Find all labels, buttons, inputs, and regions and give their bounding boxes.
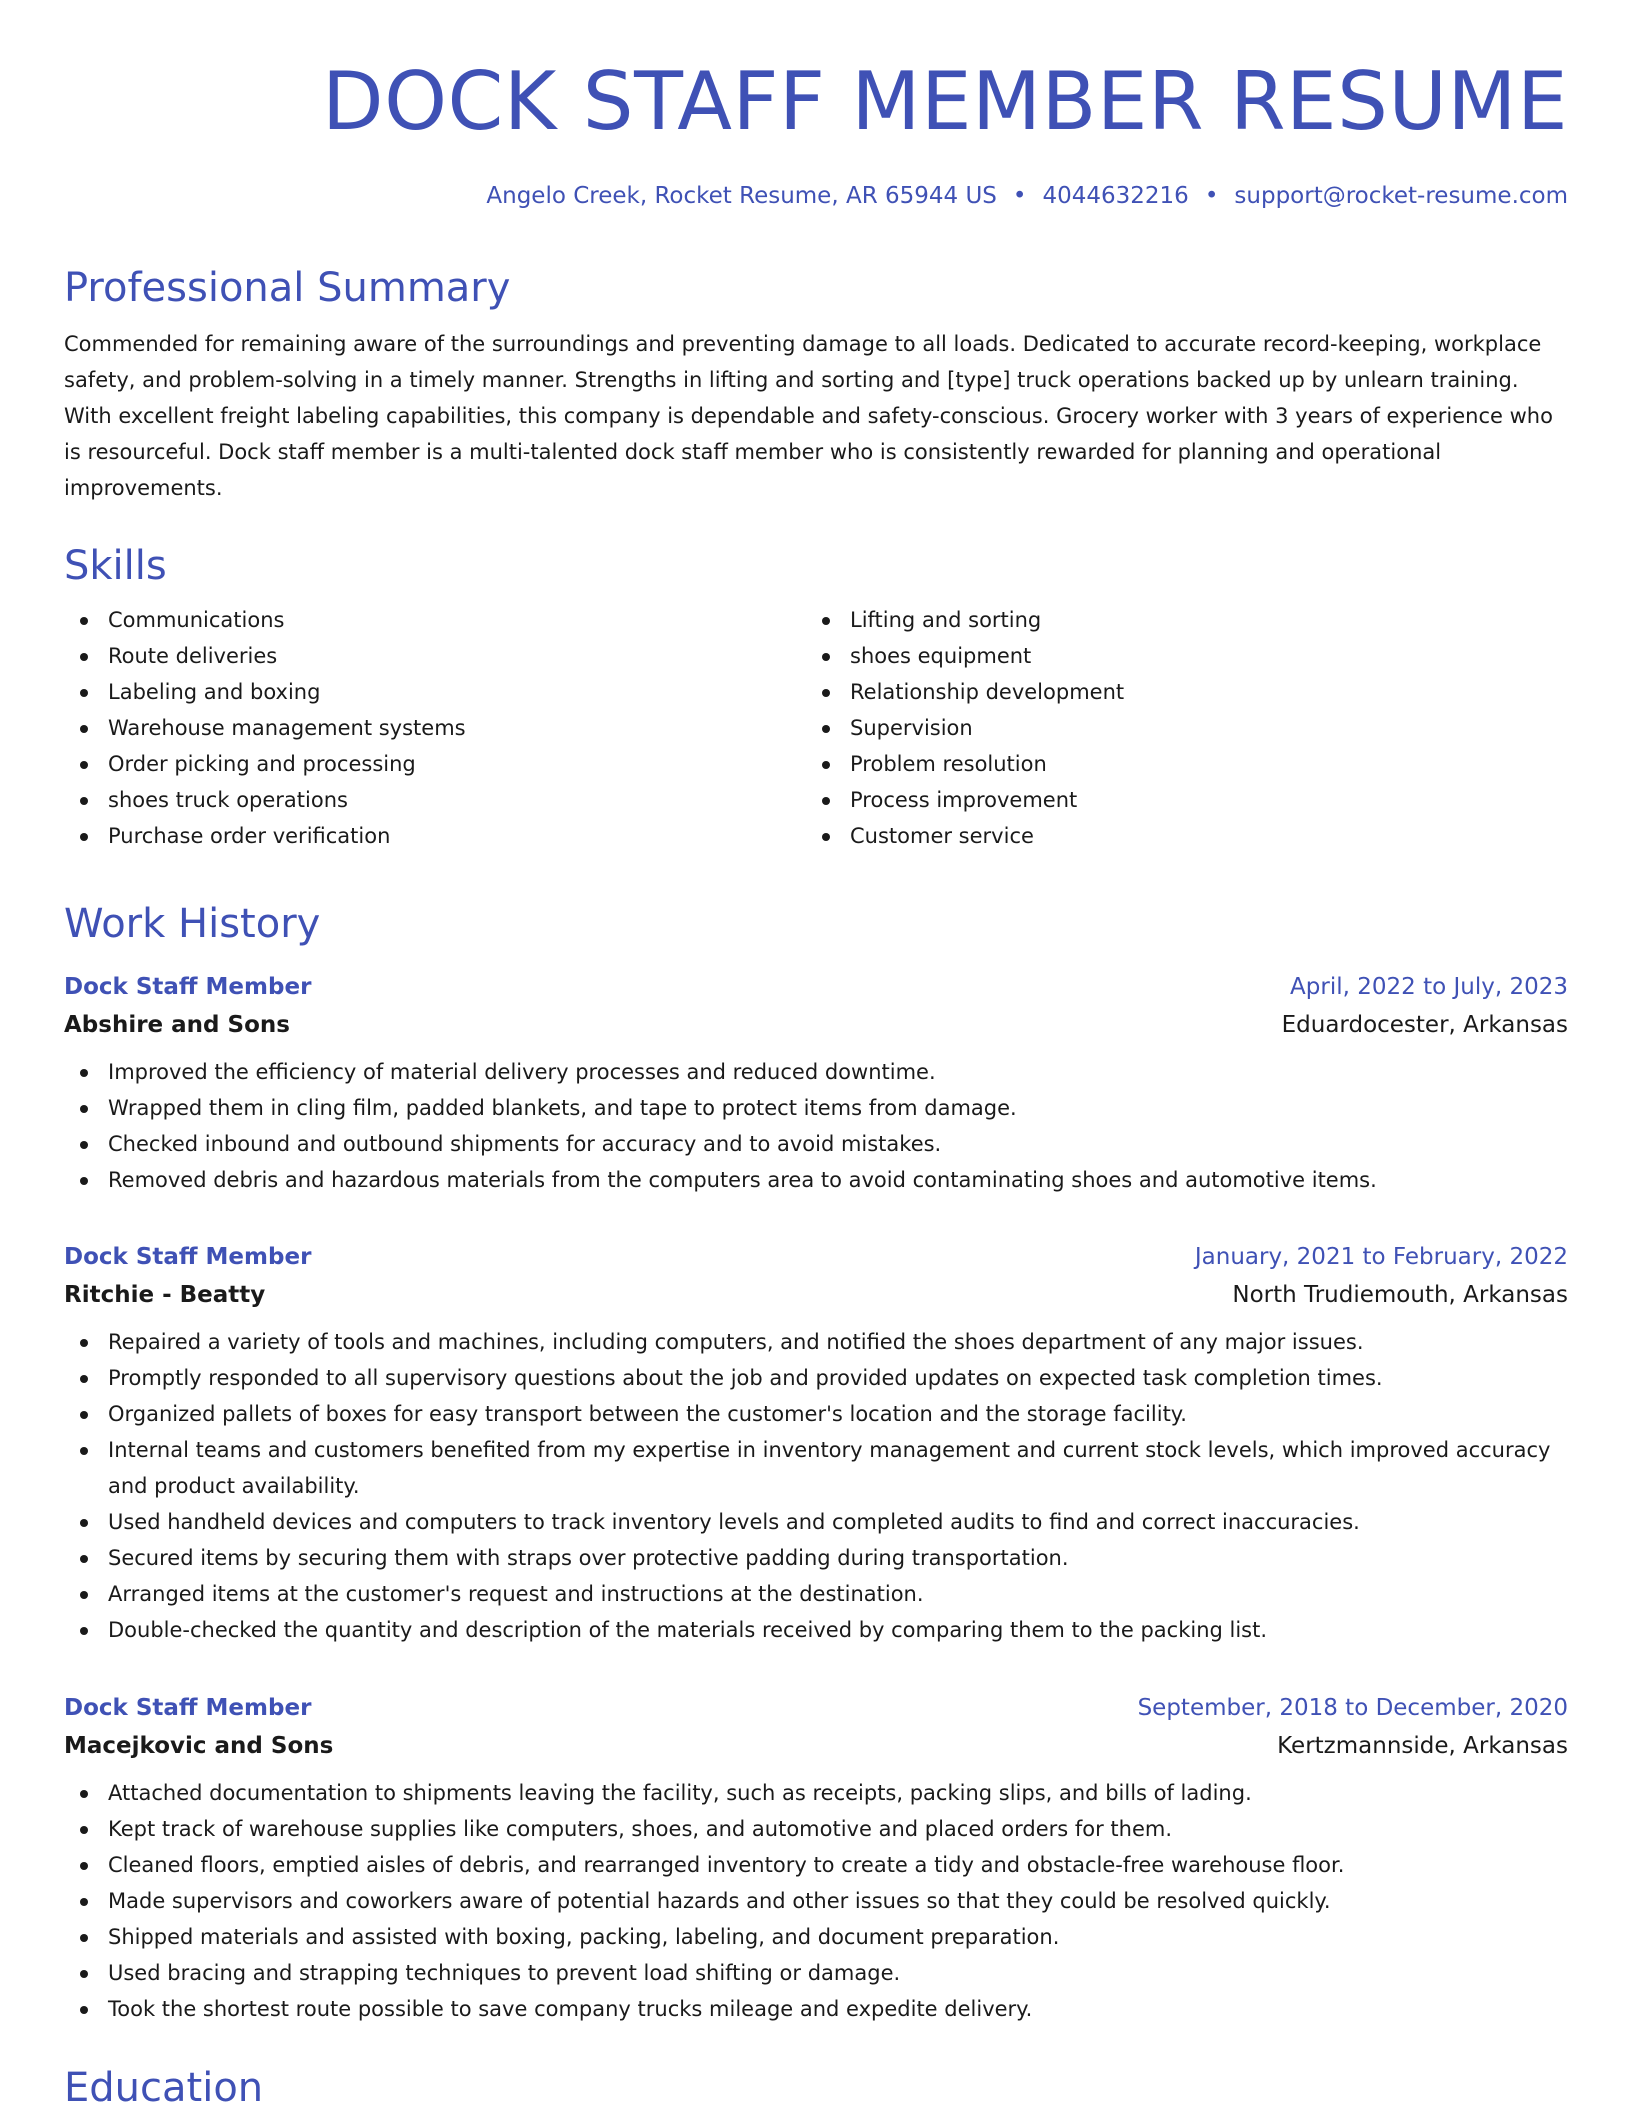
job-entry — [64, 968, 1568, 1198]
job-bullet: Repaired a variety of tools and machines, including computers, and notified the shoes department of any major issues. — [64, 1324, 1568, 1360]
job-bullet: Removed debris and hazardous materials from the computers area to avoid contaminating shoes and automotive items. — [64, 1162, 1568, 1198]
job-company: Abshire and Sons — [64, 1012, 290, 1038]
job-bullet: Arranged items at the customer's request and instructions at the destination. — [64, 1576, 1568, 1612]
contact-line — [486, 180, 1568, 212]
skills-heading: Skills — [64, 543, 167, 589]
job-bullet: Improved the efficiency of material delivery processes and reduced downtime. — [64, 1054, 1568, 1090]
contact-separator: • — [1204, 183, 1219, 209]
skill-item: Route deliveries — [64, 638, 806, 674]
job-bullet: Took the shortest route possible to save company trucks mileage and expedite delivery. — [64, 1991, 1568, 2027]
skill-item: Relationship development — [806, 674, 1548, 710]
job-bullets — [64, 1324, 1568, 1648]
contact-address: Angelo Creek, Rocket Resume, AR 65944 US — [486, 183, 997, 209]
skill-item: Communications — [64, 602, 806, 638]
skill-item: Warehouse management systems — [64, 710, 806, 746]
job-bullet: Wrapped them in cling film, padded blankets, and tape to protect items from damage. — [64, 1090, 1568, 1126]
skill-item: Problem resolution — [806, 746, 1548, 782]
job-dates: September, 2018 to December, 2020 — [1137, 1695, 1568, 1721]
skill-item: shoes equipment — [806, 638, 1548, 674]
job-bullet: Internal teams and customers benefited from my expertise in inventory management and current stock levels, which improved accuracy and product availability. — [64, 1432, 1568, 1504]
job-bullet: Promptly responded to all supervisory questions about the job and provided updates on expected task completion times. — [64, 1360, 1568, 1396]
job-title: Dock Staff Member — [64, 974, 312, 1000]
job-bullet: Double-checked the quantity and description of the materials received by comparing them to the packing list. — [64, 1612, 1568, 1648]
job-bullets — [64, 1054, 1568, 1198]
skill-item: shoes truck operations — [64, 782, 806, 818]
skills-list-left — [64, 602, 806, 854]
skill-item: Purchase order verification — [64, 818, 806, 854]
resume-title: DOCK STAFF MEMBER RESUME — [321, 55, 1568, 148]
skill-item: Supervision — [806, 710, 1548, 746]
job-bullet: Organized pallets of boxes for easy transport between the customer's location and the storage facility. — [64, 1396, 1568, 1432]
job-bullet: Cleaned floors, emptied aisles of debris, and rearranged inventory to create a tidy and obstacle-free warehouse floor. — [64, 1847, 1568, 1883]
job-bullet: Attached documentation to shipments leaving the facility, such as receipts, packing slips, and bills of lading. — [64, 1775, 1568, 1811]
summary-text: Commended for remaining aware of the surroundings and preventing damage to all loads. Dedicated to accurate record-keeping, workplace safety, and problem-solving in a timely manner. Strengths in lifting and sorting and [type] truck operations backed up by unlearn training. With excellent freight labeling capabilities, this company is dependable and safety-conscious. Grocery worker with 3 years of experience who is resourceful. Dock staff member is a multi-talented dock staff member who is consistently rewarded for planning and operational improvements. — [64, 332, 1553, 500]
skill-item: Process improvement — [806, 782, 1548, 818]
contact-phone: 4044632216 — [1042, 183, 1189, 209]
job-dates: April, 2022 to July, 2023 — [1290, 974, 1568, 1000]
job-dates: January, 2021 to February, 2022 — [1194, 1244, 1568, 1270]
work-history-heading: Work History — [64, 901, 321, 947]
job-bullets — [64, 1775, 1568, 2027]
job-bullet: Made supervisors and coworkers aware of potential hazards and other issues so that they could be resolved quickly. — [64, 1883, 1568, 1919]
skill-item: Labeling and boxing — [64, 674, 806, 710]
job-company: Ritchie - Beatty — [64, 1282, 266, 1308]
job-location: Eduardocester, Arkansas — [1281, 1012, 1568, 1038]
skills-section — [64, 540, 1568, 854]
job-bullet: Checked inbound and outbound shipments for accuracy and to avoid mistakes. — [64, 1126, 1568, 1162]
job-entry — [64, 1689, 1568, 2027]
job-location: North Trudiemouth, Arkansas — [1232, 1282, 1568, 1308]
skill-item: Customer service — [806, 818, 1548, 854]
summary-heading: Professional Summary — [64, 265, 511, 311]
job-title: Dock Staff Member — [64, 1695, 312, 1721]
job-title: Dock Staff Member — [64, 1244, 312, 1270]
job-bullet: Secured items by securing them with straps over protective padding during transportation. — [64, 1540, 1568, 1576]
job-bullet: Used handheld devices and computers to track inventory levels and completed audits to find and correct inaccuracies. — [64, 1504, 1568, 1540]
contact-separator: • — [1012, 183, 1027, 209]
skill-item: Order picking and processing — [64, 746, 806, 782]
education-section — [64, 2062, 1568, 2114]
skills-list-right — [806, 602, 1548, 854]
skills-grid — [64, 602, 1568, 854]
skill-item: Lifting and sorting — [806, 602, 1548, 638]
job-bullet: Used bracing and strapping techniques to prevent load shifting or damage. — [64, 1955, 1568, 1991]
work-history-section — [64, 898, 1568, 950]
job-bullet: Shipped materials and assisted with boxing, packing, labeling, and document preparation. — [64, 1919, 1568, 1955]
job-location: Kertzmannside, Arkansas — [1277, 1733, 1568, 1759]
job-bullet: Kept track of warehouse supplies like computers, shoes, and automotive and placed orders for them. — [64, 1811, 1568, 1847]
job-entry — [64, 1238, 1568, 1648]
summary-section — [64, 262, 1568, 506]
contact-email: support@rocket-resume.com — [1234, 183, 1568, 209]
job-company: Macejkovic and Sons — [64, 1733, 334, 1759]
education-heading: Education — [64, 2065, 264, 2111]
